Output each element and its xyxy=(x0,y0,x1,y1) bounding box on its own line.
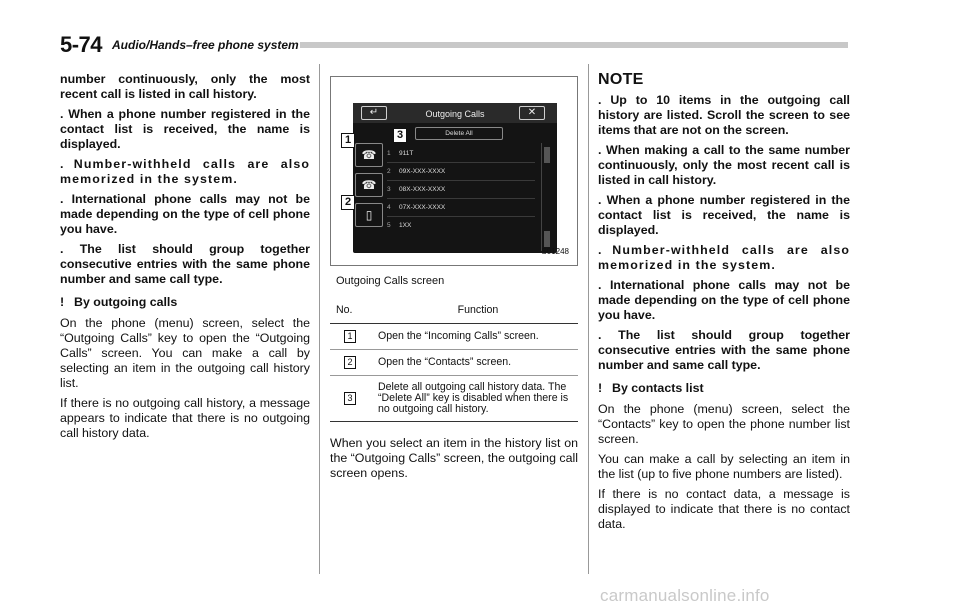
table-row xyxy=(330,324,578,350)
middle-column xyxy=(330,76,578,481)
incoming-calls-icon: ☎ xyxy=(355,143,383,167)
outgoing-calls-icon: ☎ xyxy=(355,173,383,197)
paragraph: If there is no contact data, a message is displayed to indicate that there is no contact data. xyxy=(598,487,850,531)
watermark: carmanualsonline.info xyxy=(600,586,770,605)
list-item: 3 08X-XXX-XXXX xyxy=(387,181,535,199)
paragraph: On the phone (menu) screen, select the “Outgoing Calls” key to open the “Outgoing Calls” screen. You can make a call by selecting an item in the outgoing call history list. xyxy=(60,316,310,390)
bullet-item: . Number-withheld calls are also memorized in the system. xyxy=(598,243,850,272)
device-screen xyxy=(353,103,557,253)
callout-1: 1 xyxy=(341,133,355,148)
callout-3: 3 xyxy=(393,128,407,143)
function-table xyxy=(330,305,578,422)
function-cell: Delete all outgoing call history data. The “Delete All” key is disabled when there is no outgoing call history. xyxy=(378,376,578,422)
delete-all-key: Delete All xyxy=(415,127,503,140)
subheading-outgoing-calls: ! By outgoing calls xyxy=(60,295,178,309)
list-item: 1 911T xyxy=(387,145,535,163)
list-item: 5 1XX xyxy=(387,222,412,229)
outgoing-calls-figure xyxy=(330,76,578,266)
bullet-item: . When a phone number registered in the contact list is received, the name is displayed. xyxy=(60,107,310,151)
callout-2: 2 xyxy=(341,195,355,210)
close-icon: ✕ xyxy=(519,106,545,120)
page-number: 5-74 xyxy=(60,32,103,57)
section-title: Audio/Hands–free phone system xyxy=(112,38,299,52)
callout-box: 2 xyxy=(344,356,356,369)
scrollbar xyxy=(541,143,551,251)
paragraph: If there is no outgoing call history, a message appears to indicate that there is no outgoing call history data. xyxy=(60,396,310,440)
bullet-item: . The list should group together consecutive entries with the same phone number and same call type. xyxy=(60,242,310,286)
header-rule xyxy=(300,42,848,48)
bullet-item: . When making a call to the same number continuously, only the most recent call is listed in call history. xyxy=(598,143,851,187)
bullet-item: . Number-withheld calls are also memorized in the system. xyxy=(60,157,310,186)
left-column xyxy=(60,72,310,446)
header-no: No. xyxy=(336,304,353,316)
function-cell: Open the “Contacts” screen. xyxy=(378,350,578,376)
list-item: 4 07X-XXX-XXXX xyxy=(387,199,535,217)
table-header xyxy=(330,305,578,324)
callout-box: 1 xyxy=(344,330,356,343)
bullet-item: . The list should group together consecutive entries with the same phone number and same call type. xyxy=(598,328,851,372)
table-row xyxy=(330,350,578,376)
column-divider-left xyxy=(319,64,320,574)
note-heading: NOTE xyxy=(598,71,644,88)
right-column xyxy=(598,72,850,537)
callout-box: 3 xyxy=(344,392,356,405)
figure-caption: Outgoing Calls screen xyxy=(336,275,445,287)
paragraph-after-table: When you select an item in the history list on the “Outgoing Calls” screen, the outgoing call screen opens. xyxy=(330,436,578,480)
function-cell: Open the “Incoming Calls” screen. xyxy=(378,324,578,350)
figure-code: S01248 xyxy=(541,247,569,256)
screen-title: Outgoing Calls xyxy=(425,109,485,119)
paragraph: On the phone (menu) screen, select the “Contacts” key to open the phone number list screen. xyxy=(598,402,850,446)
bullet-item: . Up to 10 items in the outgoing call history are listed. Scroll the screen to see items that are not on the screen. xyxy=(598,93,850,137)
contacts-icon: ▯ xyxy=(355,203,383,227)
paragraph-continued: number continuously, only the most recent call is listed in call history. xyxy=(60,72,310,101)
bullet-item: . International phone calls may not be made depending on the type of cell phone you have. xyxy=(60,192,310,236)
column-divider-right xyxy=(588,64,589,574)
subheading-contacts-list: ! By contacts list xyxy=(598,381,704,395)
bullet-item: . International phone calls may not be made depending on the type of cell phone you have. xyxy=(598,278,850,322)
table-row xyxy=(330,376,578,422)
paragraph: You can make a call by selecting an item in the list (up to five phone numbers are listed). xyxy=(598,452,850,481)
list-item: 2 09X-XXX-XXXX xyxy=(387,163,535,181)
back-icon: ↵ xyxy=(361,106,387,120)
scroll-arrow-up xyxy=(544,147,550,163)
bullet-item: . When a phone number registered in the contact list is received, the name is displayed. xyxy=(598,193,850,237)
call-history-list xyxy=(387,145,535,235)
header-function: Function xyxy=(457,304,499,316)
